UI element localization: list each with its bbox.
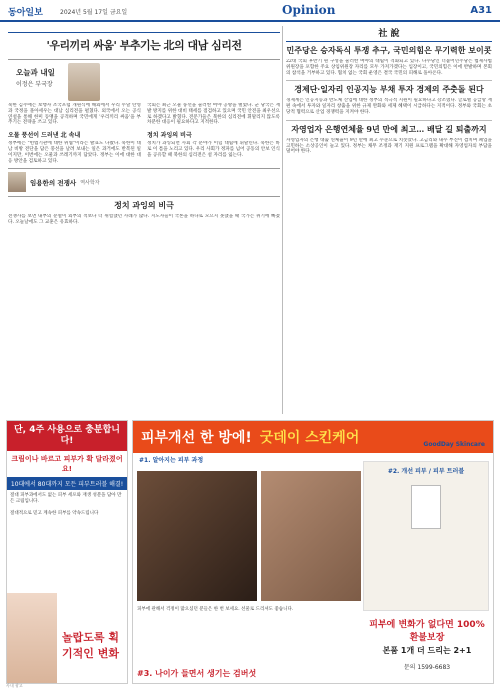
contributor-article bbox=[8, 196, 280, 226]
promo-offer: 본품 1개 더 드리는 2+1 bbox=[382, 646, 472, 655]
refund-guarantee: 피부에 변화가 없다면 100% 환불보장 bbox=[369, 620, 485, 643]
cream-ad-subheadline: 크림이나 바르고 피부가 확 달라졌어요! bbox=[11, 455, 123, 473]
opinion-column bbox=[8, 26, 280, 226]
before-after-photo-1 bbox=[137, 471, 257, 601]
editorial-body-2: 경제계는 인공지능과 반도체 산업에 대한 정부의 적극적 지원이 필요하다고 강조했다. 글로벌 공급망 재편 속에서 투자와 일자리 창출을 위한 규제 완화와 세제 혜택이 시급하다는 지적이다. 정부와 국회는 초당적 협력으로 산업 경쟁력을 지켜야 한다. bbox=[286, 98, 492, 115]
skincare-ad-banner-b: 굿데이 스킨케어 bbox=[259, 430, 360, 446]
column-tag: 오늘과 내일 bbox=[16, 68, 55, 77]
contributor-role: 역사학자 bbox=[80, 179, 100, 186]
author-photo bbox=[68, 63, 100, 101]
product-image bbox=[411, 485, 441, 529]
author-name: 이정은 부국장 bbox=[16, 81, 53, 88]
skincare-ad-kicker: #3. 나이가 들면서 생기는 검버섯 bbox=[137, 669, 257, 678]
product-sub-2: #2. 개선 피부 / 피부 트러블 bbox=[387, 468, 465, 475]
skincare-ad-banner bbox=[133, 421, 493, 453]
skincare-ad-note: 피부에 관해서 걱정이 많으셨던 분들은 한 번 보세요. 선물로 드리셔도 좋습니다. bbox=[137, 607, 294, 612]
column-body-2: 정부에는 "헌법기관에 대한 위협"이라는 발표도 나왔다. 북한이 대남 비방 전단을 담은 풍선을 날려 보내는 일은 과거에도 반복된 일이지만, 이번에는 오물과 쓰레기까지 담았다. 정부는 이에 대한 대응 방안을 검토하고 있다. bbox=[8, 141, 141, 164]
page-number: A31 bbox=[470, 5, 492, 16]
column-subhead-1: 오물 풍선이 드러낸 北 속내 bbox=[8, 132, 81, 140]
contributor-article-title: 정치 과잉의 비극 bbox=[114, 200, 174, 211]
contributor-article-body: 전쟁사를 보면 내부의 분열이 외부의 적보다 더 위험했던 사례가 많다. 지도자들이 국론을 하나로 모으지 못했을 때 국가는 위기에 빠졌다. 오늘날에도 그 교훈은 유효하다. bbox=[8, 214, 280, 226]
cream-ad-big-text: 놀랍도록 획기적인 변화 bbox=[62, 631, 119, 660]
advertisement-area bbox=[0, 420, 500, 691]
brand-badge: GoodDay Skincare bbox=[423, 441, 485, 448]
editorial-label: 社 說 bbox=[286, 26, 492, 42]
editorial-title-2: 경제단·일자리 인공지능 부채 투자 경제의 주춧돌 된다 bbox=[294, 84, 484, 95]
cream-ad-slogan: 절대적으로 믿고 계속한 피부를 약속드립니다 bbox=[10, 511, 99, 516]
price-block bbox=[367, 617, 487, 671]
skincare-ad[interactable] bbox=[132, 420, 494, 684]
skincare-ad-banner-a: 피부개선 한 방에! bbox=[141, 430, 252, 446]
contributor-name: 임용한의 전쟁사 bbox=[30, 178, 77, 187]
contributor-box bbox=[8, 168, 280, 192]
page-header bbox=[0, 0, 500, 22]
column-headline-box bbox=[8, 32, 280, 60]
column-body-1: 북한 김주애는 보행자 조국포럼 개원식에 해외에서 우리 두달 탄영과 국정을 몰아세우는 대남 심리전을 펼쳤다. 외국에서 오는 공식 연설을 통해 한미 동맹을 공격하며 국민에게 '우리끼리 싸움'을 부추기는 전략을 쓰고 있다. bbox=[8, 103, 141, 126]
editorial-divider-1 bbox=[286, 80, 492, 81]
cream-ad-bar: 10대에서 80대까지 모든 피부트러블 해결! bbox=[7, 477, 127, 490]
column-byline bbox=[8, 63, 280, 103]
issue-date: 2024년 5월 17일 금요일 bbox=[60, 9, 128, 16]
newspaper-logo: 동아일보 bbox=[8, 8, 43, 18]
contributor-photo bbox=[8, 172, 26, 192]
column-body-4: 정치가 과잉되면 사회 각 분야가 이념 대립에 휘말린다. 북한은 바로 이 틈을 노리고 있다. 우리 사회가 정파를 넘어 공동의 안보 인식을 공유할 때 북한의 심리전은 설 자리를 잃는다. bbox=[147, 141, 280, 158]
editorial-body-3: 자영업자의 은행 대출 연체율이 9년 만에 최고 수준으로 치솟았다. 고금리와 내수 부진이 겹치며 폐업을 고민하는 소상공인이 늘고 있다. 정부는 채무 조정과 재기 지원 프로그램을 확대해 자영업자의 부담을 덜어야 한다. bbox=[286, 137, 492, 155]
column-headline: '우리끼리 싸움' 부추기는 北의 대남 심리전 bbox=[46, 39, 242, 52]
before-after-photo-2 bbox=[261, 471, 361, 601]
skincare-ad-sub-1: #1. 알아지는 피부 과정 bbox=[139, 457, 204, 464]
section-title: Opinion bbox=[282, 3, 336, 17]
column-divider bbox=[282, 26, 283, 414]
editorial-title-1: 민주당은 승자독식 투쟁 추구, 국민의힘은 무기력한 보이콧 bbox=[286, 45, 492, 55]
page-footer: 사내 광고 bbox=[6, 683, 23, 688]
column-subhead-2: 정치 과잉의 비극 bbox=[147, 132, 192, 140]
contact-phone: 문의 1599-6683 bbox=[403, 664, 451, 671]
editorial-title-3: 자영업자 은행연체율 9년 만에 최고… 배달 길 퇴출까지 bbox=[291, 123, 487, 134]
cream-ad-headline: 단, 4주 사용으로 충분합니다! bbox=[7, 421, 127, 451]
model-photo bbox=[7, 593, 57, 683]
editorial-divider-2 bbox=[286, 120, 492, 121]
product-panel bbox=[363, 461, 489, 611]
cream-ad-description: 절대 피부과에서도 없는 피부 세포와 재생 성분을 담아 만든 크림입니다. bbox=[10, 493, 122, 504]
editorial-body-1: 22대 국회 후반기 원 구성을 둘러싼 여야의 대립이 격화되고 있다. 다수당인 더불어민주당은 법제사법위원장을 포함한 주요 상임위원장 자리를 모두 가져가겠다는 입장이고, 국민의힘은 이에 반발하며 본회의 참석을 거부하고 있다. 협치 없는 국회 운영은 결국 국민의 피해로 돌아온다. bbox=[286, 59, 492, 76]
column-body-3: 국회는 최근 오물 풍선을 둘러싼 여야 공방을 벌였다. 군 당국은 재발 방지를 위한 대비 태세를 점검하고 있으며 국민 안전을 최우선으로 하겠다고 밝혔다. 전문가들은 북한의 심리전에 휘말리지 않도록 차분한 대응이 필요하다고 지적한다. bbox=[147, 103, 280, 126]
editorial-column bbox=[286, 26, 492, 155]
cream-ad[interactable] bbox=[6, 420, 128, 684]
